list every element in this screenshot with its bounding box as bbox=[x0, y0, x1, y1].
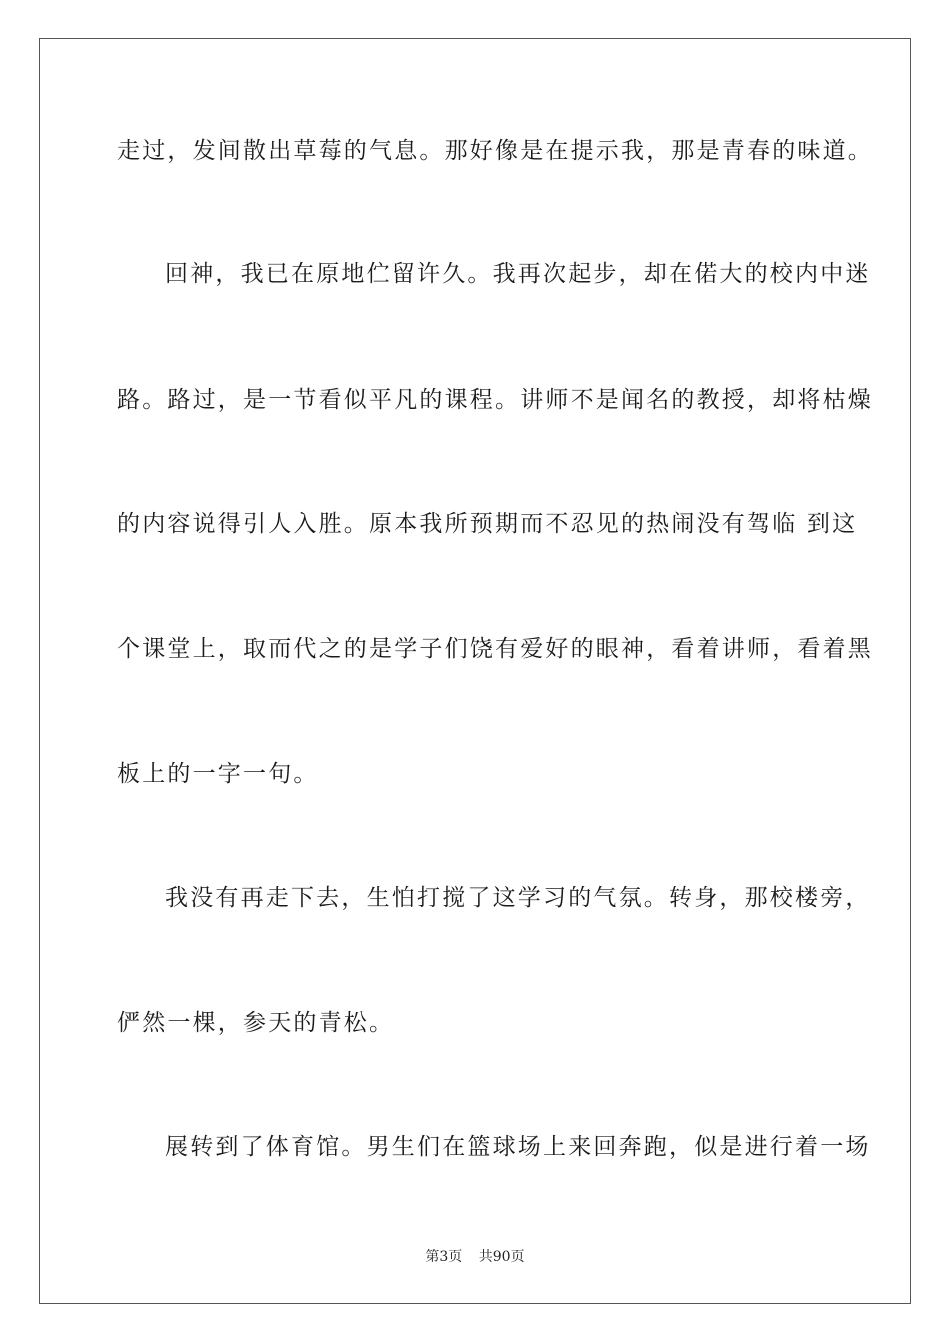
text-line-6: 板上的一字一句。 bbox=[117, 761, 319, 787]
page-footer bbox=[0, 1247, 950, 1267]
text-line-3: 路。路过，是一节看似平凡的课程。讲师不是闻名的教授，却将枯燥 bbox=[117, 387, 873, 413]
text-line-5: 个课堂上，取而代之的是学子们饶有爱好的眼神，看着讲师，看着黑 bbox=[117, 636, 873, 662]
text-line-7: 我没有再走下去，生怕打搅了这学习的气氛。转身，那校楼旁， bbox=[165, 885, 871, 911]
text-line-4: 的内容说得引人入胜。原本我所预期而不忍见的热闹没有驾临 到这 bbox=[117, 511, 858, 537]
text-line-9: 展转到了体育馆。男生们在篮球场上来回奔跑，似是进行着一场 bbox=[165, 1134, 871, 1160]
page-total: 共90页 bbox=[478, 1249, 525, 1265]
text-line-1: 走过，发间散出草莓的气息。那好像是在提示我，那是青春的味道。 bbox=[117, 138, 873, 164]
text-line-2: 回神，我已在原地伫留许久。我再次起步，却在偌大的校内中迷 bbox=[165, 261, 871, 287]
page-border bbox=[39, 38, 911, 1304]
text-line-8: 俨然一棵，参天的青松。 bbox=[117, 1010, 395, 1036]
page-number: 第3页 bbox=[425, 1249, 463, 1265]
